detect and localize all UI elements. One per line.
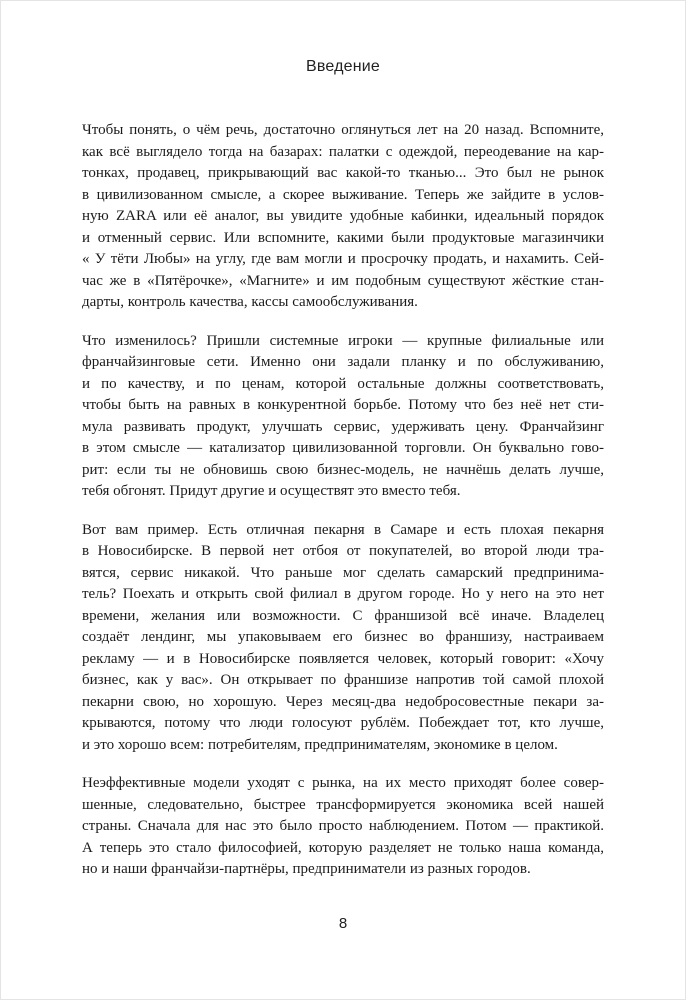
text-line: Что изменилось? Пришли системные игроки — крупные филиальные или: [82, 332, 604, 349]
text-line: час же в «Пятёрочке», «Магните» и им подобным существуют жёсткие стан-: [82, 272, 604, 289]
page-number: 8: [338, 915, 348, 932]
text-line: ную ZARA или её аналог, вы увидите удобные кабинки, идеальный порядок: [82, 208, 604, 224]
chapter-title: Введение: [305, 58, 381, 75]
text-line: страны. Сначала для нас это было просто наблюдением. Потом — практикой.: [82, 818, 604, 834]
text-line: в Новосибирске. В первой нет отбоя от покупателей, во второй люди тра-: [82, 543, 604, 559]
text-line: шенные, следовательно, быстрее трансформируется экономика всей нашей: [82, 796, 604, 813]
text-line: тель? Поехать и открыть свой филиал в другом городе. Но у него на это нет: [82, 586, 604, 602]
text-line: и это хорошо всем: потребителям, предпринимателям, экономике в целом.: [82, 736, 558, 753]
paragraph: [82, 120, 604, 314]
text-line: чтобы быть на равных в конкурентной борьбе. Потому что без неё нет сти-: [82, 397, 604, 413]
text-line: А теперь это стало философией, которую разделяет не только наша команда,: [82, 839, 604, 856]
text-line: рит: если ты не обновишь свою бизнес-модель, не начнёшь делать лучше,: [82, 461, 604, 478]
paragraph: [82, 520, 604, 757]
text-line: Неэффективные модели уходят с рынка, на их место приходят более совер-: [82, 775, 604, 791]
text-line: тонках, продавец, прикрывающий вас какой-то тканью... Это был не рынок: [82, 165, 604, 181]
paragraph: [82, 773, 604, 881]
text-line: тебя обгонят. Придут другие и осуществят это вместо тебя.: [82, 483, 461, 499]
text-line: рекламу — и в Новосибирске появляется человек, который говорит: «Хочу: [82, 650, 604, 667]
text-line: вятся, сервис никакой. Что раньше мог сделать самарский предпринима-: [82, 564, 604, 581]
text-line: дарты, контроль качества, кассы самообслуживания.: [82, 294, 418, 310]
text-line: мула развивать продукт, улучшать сервис, удерживать цену. Франчайзинг: [82, 418, 604, 435]
text-line: бизнес, как у вас». Он открывает по франшизе напротив той самой плохой: [82, 672, 604, 688]
text-line: в этом смысле — катализатор цивилизованной торговли. Он буквально гово-: [82, 440, 604, 456]
text-line: но и наши франчайзи-партнёры, предприниматели из разных городов.: [82, 861, 531, 877]
text-line: Чтобы понять, о чём речь, достаточно оглянуться лет на 20 назад. Вспомните,: [82, 122, 604, 138]
text-line: как всё выглядело тогда на базарах: палатки с одеждой, переодевание на кар-: [82, 143, 604, 160]
text-line: времени, желания или возможности. С франшизой всё иначе. Владелец: [82, 607, 604, 624]
text-line: и отменный сервис. Или вспомните, какими были продуктовые магазинчики: [82, 229, 604, 246]
text-line: создаёт лендинг, мы упаковываем его бизнес во франшизу, настраиваем: [82, 629, 604, 645]
text-line: франчайзинговые сети. Именно они задали планку и по обслуживанию,: [82, 354, 604, 370]
text-line: « У тёти Любы» на углу, где вам могли и просрочку продать, и нахамить. Сей-: [82, 251, 604, 267]
text-line: и по качеству, и по ценам, которой остальные должны соответствовать,: [82, 375, 604, 392]
text-line: в цивилизованном смысле, а скорее выживание. Теперь же зайдите в услов-: [82, 186, 604, 203]
text-block: [82, 120, 604, 881]
paragraph: [82, 331, 604, 503]
text-line: Вот вам пример. Есть отличная пекарня в Самаре и есть плохая пекарня: [82, 521, 604, 538]
text-line: пекарни свою, но хорошую. Через месяц-два недобросовестные пекари за-: [82, 693, 604, 710]
text-line: крываются, потому что люди голосуют рублём. Побеждает тот, кто лучше,: [82, 715, 604, 731]
